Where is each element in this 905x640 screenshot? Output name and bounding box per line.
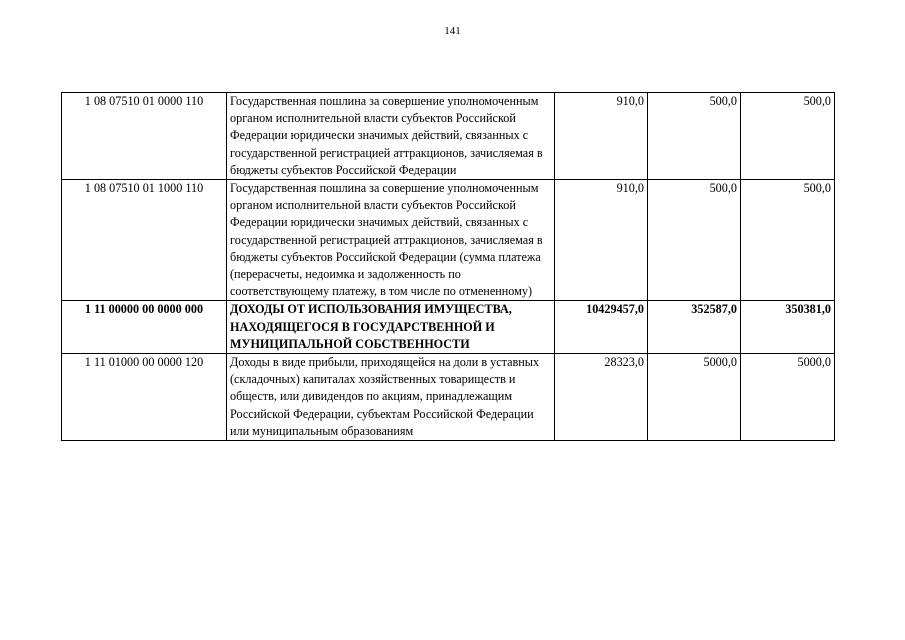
- amount-cell-3: 5000,0: [741, 354, 835, 441]
- amount-cell-2: 500,0: [648, 180, 741, 301]
- budget-code-cell: 1 11 01000 00 0000 120: [62, 354, 227, 441]
- table-row: [62, 354, 835, 441]
- income-name-cell: Государственная пошлина за совершение уполномоченным органом исполнительной власти субъектов Российской Федерации юридически значимых действий, связанных с государственной регистрацией аттракционов, зачисляемая в бюджеты субъектов Российской Федерации (сумма платежа (перерасчеты, недоимка и задолженность по соответствующему платежу, в том числе по отмененному): [227, 180, 555, 301]
- income-name-cell: Государственная пошлина за совершение уполномоченным органом исполнительной власти субъектов Российской Федерации юридически значимых действий, связанных с государственной регистрацией аттракционов, зачисляемая в бюджеты субъектов Российской Федерации: [227, 93, 555, 180]
- table-row-section-total: [62, 301, 835, 354]
- budget-code-cell: 1 11 00000 00 0000 000: [62, 301, 227, 354]
- amount-cell-1: 910,0: [555, 180, 648, 301]
- amount-cell-3: 500,0: [741, 180, 835, 301]
- amount-cell-2: 5000,0: [648, 354, 741, 441]
- page-number: 141: [444, 25, 461, 37]
- amount-cell-1: 28323,0: [555, 354, 648, 441]
- table-row: [62, 180, 835, 301]
- amount-cell-1: 910,0: [555, 93, 648, 180]
- amount-cell-3: 350381,0: [741, 301, 835, 354]
- amount-cell-2: 352587,0: [648, 301, 741, 354]
- budget-code-cell: 1 08 07510 01 0000 110: [62, 93, 227, 180]
- budget-table: [61, 92, 835, 441]
- amount-cell-2: 500,0: [648, 93, 741, 180]
- amount-cell-1: 10429457,0: [555, 301, 648, 354]
- amount-cell-3: 500,0: [741, 93, 835, 180]
- budget-code-cell: 1 08 07510 01 1000 110: [62, 180, 227, 301]
- table-row: [62, 93, 835, 180]
- income-name-cell: Доходы в виде прибыли, приходящейся на доли в уставных (складочных) капиталах хозяйственных товариществ и обществ, или дивидендов по акциям, принадлежащим Российской Федерации, субъектам Российской Федерации или муниципальным образованиям: [227, 354, 555, 441]
- income-name-cell: ДОХОДЫ ОТ ИСПОЛЬЗОВАНИЯ ИМУЩЕСТВА, НАХОДЯЩЕГОСЯ В ГОСУДАРСТВЕННОЙ И МУНИЦИПАЛЬНОЙ СОБСТВЕННОСТИ: [227, 301, 555, 354]
